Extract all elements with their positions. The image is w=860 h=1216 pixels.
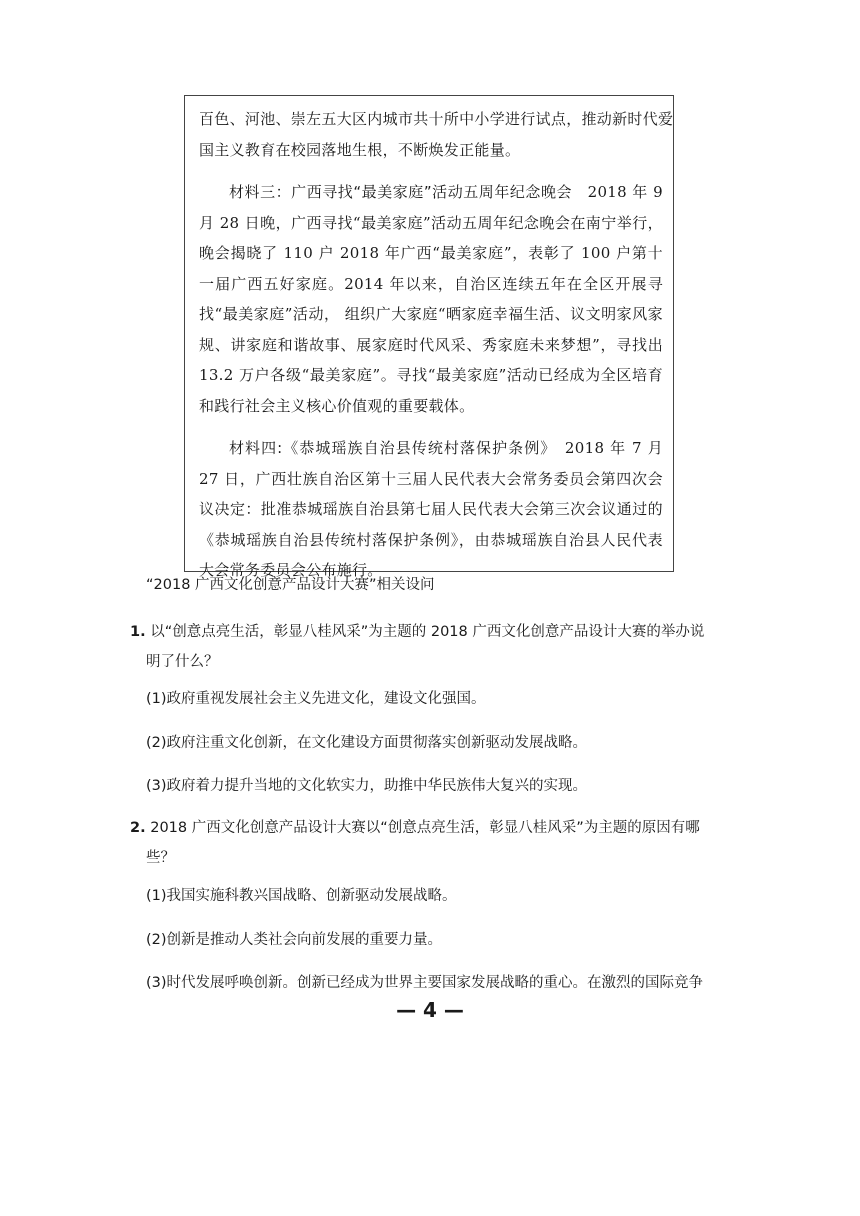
material-3-title: 材料三：广西寻找“最美家庭”活动五周年纪念晚会: [229, 183, 573, 201]
material-4: [199, 433, 663, 586]
answer-item: (3)时代发展呼唤创新。创新已经成为世界主要国家发展战略的重心。在激烈的国际竞争: [146, 975, 704, 991]
page-number: — 4 —: [396, 998, 464, 1022]
question-2: [130, 813, 736, 873]
question-1: [130, 617, 736, 677]
answer-item: (1)我国实施科教兴国战略、创新驱动发展战略。: [146, 888, 457, 904]
materials-box: [184, 95, 674, 579]
question-text-line-1: 以“创意点亮生活，彰显八桂风采”为主题的 2018 广西文化创意产品设计大赛的举办说: [145, 624, 705, 640]
material-4-body: 2018 年 7 月 27 日，广西壮族自治区第十三届人民代表大会常务委员会第四次会议决定：批准恭城瑶族自治县第七届人民代表大会第三次会议通过的《恭城瑶族自治县传统村落保护条例》，由恭城瑶族自治县人民代表大会常务委员会公布施行。: [199, 439, 663, 579]
answer-item: (2)政府注重文化创新，在文化建设方面贯彻落实创新驱动发展战略。: [146, 735, 588, 751]
question-text-line-2: 明了什么？: [146, 654, 219, 670]
question-number: 2.: [130, 820, 146, 836]
continuation-line-1: 百色、河池、崇左五大区内城市共十所中小学进行试点，推动新时代爱: [199, 110, 674, 128]
answer-item: (3)政府着力提升当地的文化软实力，助推中华民族伟大复兴的实现。: [146, 778, 588, 794]
question-number: 1.: [130, 624, 146, 640]
question-text-line-1: 2018 广西文化创意产品设计大赛以“创意点亮生活，彰显八桂风采”为主题的原因有哪: [145, 820, 700, 836]
continuation-line-2: 国主义教育在校园落地生根，不断焕发正能量。: [199, 140, 521, 159]
section-title: “2018 广西文化创意产品设计大赛”相关设问: [146, 577, 435, 593]
material-4-title: 材料四:《恭城瑶族自治县传统村落保护条例》: [229, 439, 549, 457]
material-3: [199, 177, 663, 421]
material-3-body: 2018 年 9 月 28 日晚，广西寻找“最美家庭”活动五周年纪念晚会在南宁举行，晚会揭晓了 110 户 2018 年广西“最美家庭”，表彰了 100 户第十一届广西五好家庭。2014 年以来，自治区连续五年在全区开展寻找“最美家庭”活动， 组织广大家庭“晒家庭幸福生活、议文明家风家规、讲家庭和谐故事、展家庭时代风采、秀家庭未来梦想”，寻找出 13.2 万户各级“最美家庭”。寻找“最美家庭”活动已经成为全区培育和践行社会主义核心价值观的重要载体。: [199, 183, 663, 415]
question-text-line-2: 些？: [146, 850, 175, 866]
answer-item: (2)创新是推动人类社会向前发展的重要力量。: [146, 932, 443, 948]
answer-item: (1)政府重视发展社会主义先进文化，建设文化强国。: [146, 691, 486, 707]
